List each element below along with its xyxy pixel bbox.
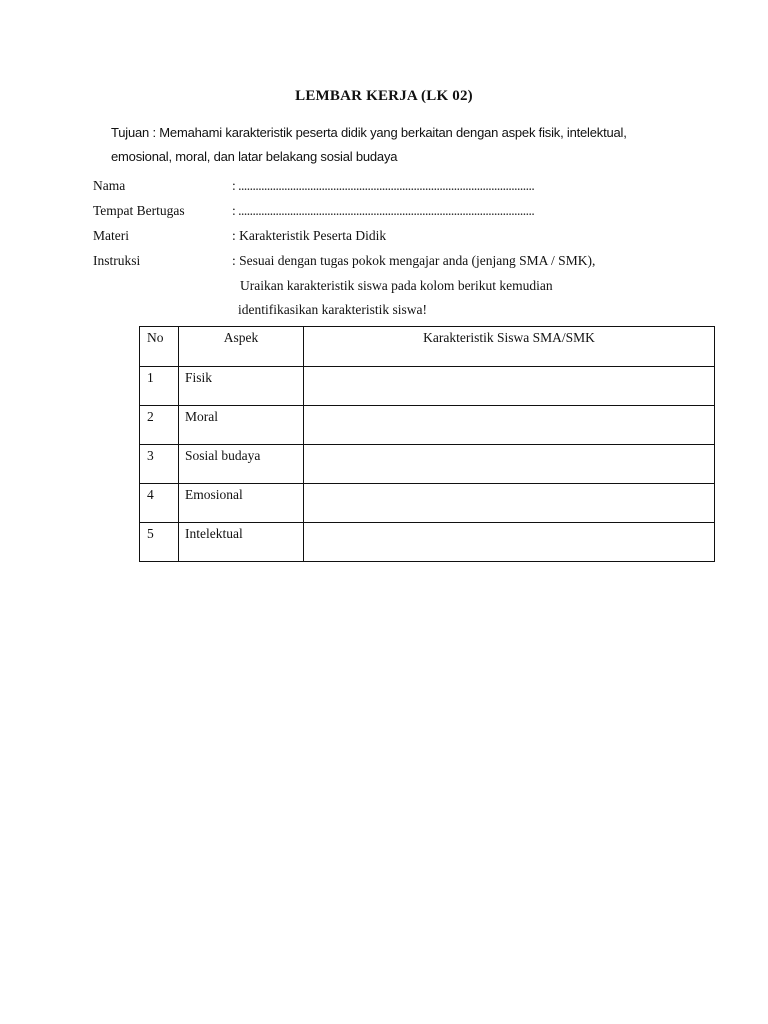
row-karakteristik-field[interactable] xyxy=(304,406,715,445)
tempat-bertugas-field[interactable]: : ....................................................................................................... xyxy=(232,203,535,218)
purpose-line-2: emosional, moral, dan latar belakang sosial budaya xyxy=(111,149,398,164)
header-no: No xyxy=(140,327,179,367)
row-no: 2 xyxy=(140,406,179,445)
header-aspek: Aspek xyxy=(179,327,304,367)
row-karakteristik-field[interactable] xyxy=(304,523,715,562)
instruksi-line-1: : Sesuai dengan tugas pokok mengajar anda (jenjang SMA / SMK), xyxy=(232,253,596,268)
worksheet-table xyxy=(139,326,715,562)
row-aspek: Sosial budaya xyxy=(179,445,304,484)
table-row xyxy=(140,445,715,484)
table-row xyxy=(140,484,715,523)
table-row xyxy=(140,406,715,445)
header-karakteristik: Karakteristik Siswa SMA/SMK xyxy=(304,327,715,367)
nama-field[interactable]: : ....................................................................................................... xyxy=(232,178,535,193)
table-row xyxy=(140,523,715,562)
row-no: 1 xyxy=(140,367,179,406)
document-title: LEMBAR KERJA (LK 02) xyxy=(295,88,473,104)
instruksi-line-2: Uraikan karakteristik siswa pada kolom berikut kemudian xyxy=(240,278,553,293)
table-header-row xyxy=(140,327,715,367)
table-row xyxy=(140,367,715,406)
instruksi-label: Instruksi xyxy=(93,253,141,268)
row-aspek: Emosional xyxy=(179,484,304,523)
row-no: 4 xyxy=(140,484,179,523)
row-karakteristik-field[interactable] xyxy=(304,367,715,406)
row-aspek: Moral xyxy=(179,406,304,445)
materi-value: : Karakteristik Peserta Didik xyxy=(232,228,387,243)
row-no: 5 xyxy=(140,523,179,562)
nama-label: Nama xyxy=(93,178,126,193)
row-aspek: Intelektual xyxy=(179,523,304,562)
materi-label: Materi xyxy=(93,228,129,243)
row-aspek: Fisik xyxy=(179,367,304,406)
instruksi-line-3: identifikasikan karakteristik siswa! xyxy=(238,302,427,317)
row-karakteristik-field[interactable] xyxy=(304,484,715,523)
row-no: 3 xyxy=(140,445,179,484)
tempat-bertugas-label: Tempat Bertugas xyxy=(93,203,185,218)
row-karakteristik-field[interactable] xyxy=(304,445,715,484)
purpose-line-1: Tujuan : Memahami karakteristik peserta didik yang berkaitan dengan aspek fisik, intelektual, xyxy=(111,125,627,140)
